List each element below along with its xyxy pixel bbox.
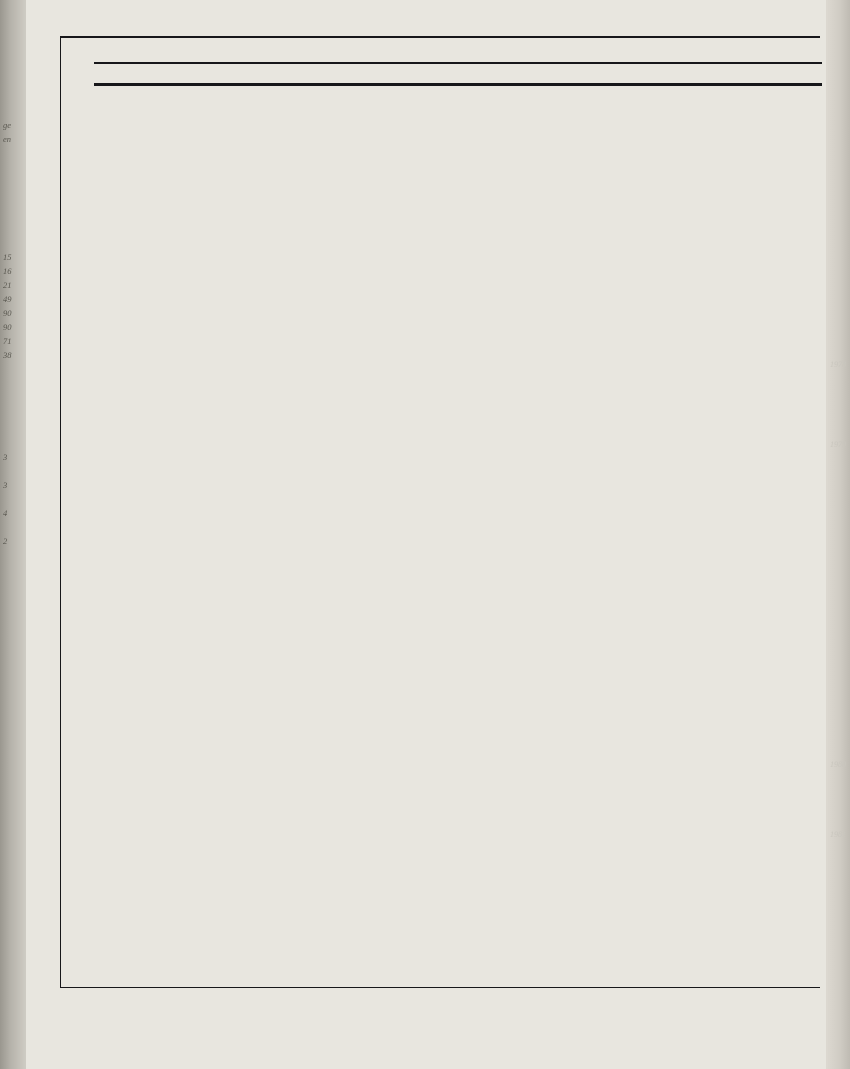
binding-margin-marks: 15 16 21 49 90 90 71 38 3 3 4 2 ge en (3, 120, 12, 546)
import-table (94, 40, 822, 866)
table-banner (94, 40, 822, 63)
header-rule (60, 36, 820, 38)
document-page (26, 0, 826, 1069)
bottom-rule (60, 987, 820, 988)
footnote (86, 987, 826, 1000)
unit-row (94, 64, 822, 84)
left-rule (60, 36, 61, 988)
table-body (94, 86, 822, 866)
binding-edge (0, 0, 26, 1069)
page-bleed: 1978 1979 1980 1981 (826, 0, 850, 1069)
